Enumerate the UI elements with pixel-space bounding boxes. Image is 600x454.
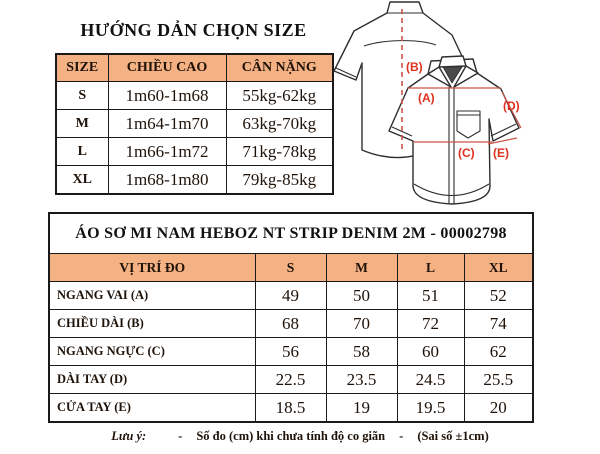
measure-label-c: (C) — [458, 146, 475, 160]
measure-label-b: (B) — [406, 60, 423, 74]
size-cell: XL — [56, 166, 108, 195]
header-cell-weight: CÂN NẶNG — [226, 54, 333, 82]
weight-cell: 79kg-85kg — [226, 166, 333, 195]
size-guide-header-row — [56, 54, 333, 82]
value-cell: 70 — [326, 310, 397, 338]
measure-label-a: (A) — [418, 91, 435, 105]
footnote-prefix: Lưu ý: — [111, 429, 147, 443]
footnote-text-tolerance: (Sai số ±1cm) — [417, 429, 489, 443]
row-label: NGANG NGỰC (C) — [49, 338, 255, 366]
weight-cell: 55kg-62kg — [226, 82, 333, 110]
table-row — [56, 110, 333, 138]
value-cell: 74 — [464, 310, 533, 338]
product-title: ÁO SƠ MI NAM HEBOZ NT STRIP DENIM 2M - 00002798 — [49, 213, 533, 254]
page-title: HƯỚNG DẢN CHỌN SIZE — [80, 20, 307, 40]
value-cell: 51 — [397, 282, 464, 310]
value-cell: 68 — [255, 310, 326, 338]
header-cell-size: SIZE — [56, 54, 108, 82]
value-cell: 62 — [464, 338, 533, 366]
value-cell: 19 — [326, 394, 397, 423]
size-cell: M — [56, 110, 108, 138]
size-cell: L — [56, 138, 108, 166]
table-row — [49, 282, 533, 310]
row-label: CHIỀU DÀI (B) — [49, 310, 255, 338]
value-cell: 50 — [326, 282, 397, 310]
value-cell: 19.5 — [397, 394, 464, 423]
footnote-dash: - — [399, 429, 404, 443]
value-cell: 52 — [464, 282, 533, 310]
value-cell: 18.5 — [255, 394, 326, 423]
measure-label-e: (E) — [493, 146, 509, 160]
value-cell: 25.5 — [464, 366, 533, 394]
value-cell: 22.5 — [255, 366, 326, 394]
footnote-text-measure: Số đo (cm) khi chưa tính độ co giãn — [196, 429, 386, 443]
table-row — [56, 166, 333, 195]
height-cell: 1m66-1m72 — [108, 138, 226, 166]
product-title-row — [49, 213, 533, 254]
measure-label-d: (D) — [503, 99, 520, 113]
height-cell: 1m68-1m80 — [108, 166, 226, 195]
weight-cell: 71kg-78kg — [226, 138, 333, 166]
value-cell: 72 — [397, 310, 464, 338]
value-cell: 20 — [464, 394, 533, 423]
shirt-measurement-diagram — [330, 0, 570, 215]
collar-stand — [439, 56, 466, 67]
footnote-dash: - — [178, 429, 183, 443]
row-label: NGANG VAI (A) — [49, 282, 255, 310]
table-row — [49, 394, 533, 423]
row-label: DÀI TAY (D) — [49, 366, 255, 394]
weight-cell: 63kg-70kg — [226, 110, 333, 138]
table-row — [49, 338, 533, 366]
footnote — [0, 429, 600, 444]
header-cell-s: S — [255, 254, 326, 282]
value-cell: 56 — [255, 338, 326, 366]
size-guide-table — [55, 53, 334, 195]
header-cell-l: L — [397, 254, 464, 282]
header-cell-height: CHIỀU CAO — [108, 54, 226, 82]
header-cell-position: VỊ TRÍ ĐO — [49, 254, 255, 282]
product-measurements-table — [48, 212, 534, 423]
table-row — [49, 366, 533, 394]
table-row — [56, 82, 333, 110]
header-cell-xl: XL — [464, 254, 533, 282]
value-cell: 23.5 — [326, 366, 397, 394]
row-label: CỬA TAY (E) — [49, 394, 255, 423]
header-cell-m: M — [326, 254, 397, 282]
table-row — [56, 138, 333, 166]
height-cell: 1m60-1m68 — [108, 82, 226, 110]
value-cell: 49 — [255, 282, 326, 310]
value-cell: 60 — [397, 338, 464, 366]
value-cell: 58 — [326, 338, 397, 366]
value-cell: 24.5 — [397, 366, 464, 394]
height-cell: 1m64-1m70 — [108, 110, 226, 138]
product-header-row — [49, 254, 533, 282]
table-row — [49, 310, 533, 338]
size-cell: S — [56, 82, 108, 110]
